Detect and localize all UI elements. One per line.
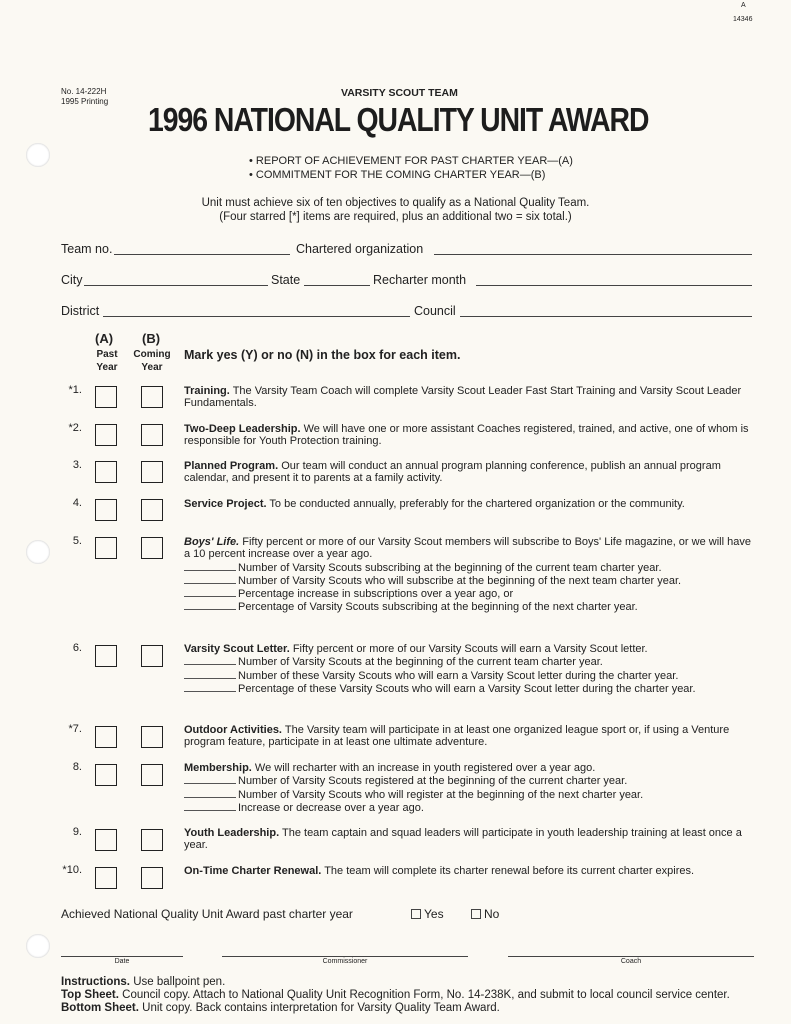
sub-line-text: Number of Varsity Scouts subscribing at the beginning of the current team charter year. xyxy=(238,561,662,574)
item-number: *2. xyxy=(68,422,82,434)
sub-line xyxy=(184,682,754,695)
past-year-box[interactable] xyxy=(95,829,117,851)
item-body: Our team will conduct an annual program planning conference, publish an annual program calendar, and present it to parents at a family activity. xyxy=(184,460,721,485)
item-title: Outdoor Activities. xyxy=(184,724,282,736)
entry-blank[interactable] xyxy=(184,561,236,571)
coming-year-box[interactable] xyxy=(141,461,163,483)
city-field[interactable] xyxy=(84,285,268,286)
sub-line xyxy=(184,788,754,801)
item-body: To be conducted annually, preferably for the chartered organization or the community. xyxy=(266,498,685,510)
sub-line xyxy=(184,587,754,600)
recharter-month-field[interactable] xyxy=(476,285,752,286)
item-number: 8. xyxy=(72,761,82,773)
item-text xyxy=(184,827,754,852)
top-sheet-text: Council copy. Attach to National Quality Unit Recognition Form, No. 14-238K, and submit to local council service center. xyxy=(118,989,730,1001)
sub-line xyxy=(184,655,754,668)
entry-blank[interactable] xyxy=(184,801,236,811)
item-text xyxy=(184,724,754,749)
entry-blank[interactable] xyxy=(184,600,236,610)
state-field[interactable] xyxy=(304,285,370,286)
item-number: 4. xyxy=(72,497,82,509)
item-text xyxy=(184,423,754,448)
item-title: Planned Program. xyxy=(184,460,279,472)
sub-line xyxy=(184,600,754,613)
instructions-text: Use ballpoint pen. xyxy=(130,976,226,988)
sub-line xyxy=(184,574,754,587)
sub-line-text: Number of Varsity Scouts who will subscribe at the beginning of the next team charter year. xyxy=(238,574,682,587)
item-title: Youth Leadership. xyxy=(184,827,280,839)
item-title: Varsity Scout Letter. xyxy=(184,643,290,655)
entry-blank[interactable] xyxy=(184,669,236,679)
team-no-label: Team no. xyxy=(61,242,113,256)
sub-line xyxy=(184,561,754,574)
no-checkbox[interactable] xyxy=(471,909,481,919)
binder-hole-bottom xyxy=(26,934,50,958)
top-sheet-title: Top Sheet. xyxy=(61,989,119,1001)
chartered-org-field[interactable] xyxy=(434,254,752,255)
council-field[interactable] xyxy=(460,316,752,317)
form-subtitle: VARSITY SCOUT TEAM xyxy=(341,87,458,99)
district-field[interactable] xyxy=(103,316,410,317)
entry-blank[interactable] xyxy=(184,587,236,597)
item-text xyxy=(184,385,754,410)
item-number: *1. xyxy=(68,384,82,396)
binder-hole-top xyxy=(26,143,50,167)
form-number: No. 14-222H xyxy=(61,87,107,96)
coming-year-box[interactable] xyxy=(141,645,163,667)
past-year-box[interactable] xyxy=(95,726,117,748)
entry-blank[interactable] xyxy=(184,655,236,665)
state-label: State xyxy=(271,273,301,287)
header-bullet-b: • COMMITMENT FOR THE COMING CHARTER YEAR—(B) xyxy=(249,169,546,181)
corner-mark: A xyxy=(741,2,746,9)
bottom-sheet-line xyxy=(61,1002,761,1015)
yes-checkbox[interactable] xyxy=(411,909,421,919)
corner-code: 14346 xyxy=(733,16,753,23)
coming-year-box[interactable] xyxy=(141,499,163,521)
council-label: Council xyxy=(414,304,456,318)
item-title: Membership. xyxy=(184,762,252,774)
item-body: The team captain and squad leaders will participate in youth leadership training at least once a year. xyxy=(184,827,742,852)
coming-year-box[interactable] xyxy=(141,867,163,889)
city-label: City xyxy=(61,273,83,287)
form-title: 1996 NATIONAL QUALITY UNIT AWARD xyxy=(148,101,649,138)
column-b-sub2: Year xyxy=(141,362,163,373)
district-label: District xyxy=(61,304,100,318)
past-year-box[interactable] xyxy=(95,499,117,521)
bottom-sheet-title: Bottom Sheet. xyxy=(61,1002,139,1014)
item-text xyxy=(184,498,754,510)
mark-instruction: Mark yes (Y) or no (N) in the box for each item. xyxy=(184,348,461,362)
item-body: We will recharter with an increase in youth registered over a year ago. xyxy=(251,762,596,774)
item-body: Fifty percent or more of our Varsity Scout members will subscribe to Boys' Life magazine, or we will have a 10 percent increase over a year ago. xyxy=(184,536,751,561)
sub-line-text: Number of Varsity Scouts who will register at the beginning of the next charter year. xyxy=(238,788,644,801)
entry-blank[interactable] xyxy=(184,682,236,692)
instructions-title: Instructions. xyxy=(61,976,131,988)
item-title: Boys' Life. xyxy=(184,536,240,548)
item-body: We will have one or more assistant Coaches registered, trained, and active, one of whom is responsible for Youth Protection training. xyxy=(184,423,749,448)
sub-line-text: Percentage of Varsity Scouts subscribing at the beginning of the next charter year. xyxy=(238,601,638,614)
past-year-box[interactable] xyxy=(95,645,117,667)
coming-year-box[interactable] xyxy=(141,537,163,559)
binder-hole-middle xyxy=(26,540,50,564)
date-signature-line[interactable] xyxy=(61,956,183,957)
item-number: *7. xyxy=(68,723,82,735)
item-title: Service Project. xyxy=(184,498,267,510)
chartered-org-label: Chartered organization xyxy=(296,242,424,256)
column-a-sub2: Year xyxy=(96,362,118,373)
item-number: 3. xyxy=(72,459,82,471)
column-b-label: (B) xyxy=(142,331,161,346)
commissioner-signature-line[interactable] xyxy=(222,956,468,957)
instructions-line xyxy=(61,976,761,989)
past-year-box[interactable] xyxy=(95,461,117,483)
header-bullet-a: • REPORT OF ACHIEVEMENT FOR PAST CHARTER YEAR—(A) xyxy=(249,155,573,167)
yes-label: Yes xyxy=(424,907,444,921)
sub-line-text: Percentage increase in subscriptions over a year ago, or xyxy=(238,588,514,601)
sub-line-text: Number of these Varsity Scouts who will earn a Varsity Scout letter during the charter year. xyxy=(238,669,679,682)
coach-signature-line[interactable] xyxy=(508,956,754,957)
sub-line-text: Number of Varsity Scouts at the beginning of the current team charter year. xyxy=(238,656,603,669)
form-printing: 1995 Printing xyxy=(61,97,109,106)
past-year-box[interactable] xyxy=(95,537,117,559)
achieved-label: Achieved National Quality Unit Award past charter year xyxy=(61,907,353,921)
item-title: On-Time Charter Renewal. xyxy=(184,865,322,877)
coach-label: Coach xyxy=(620,958,642,965)
past-year-box[interactable] xyxy=(95,424,117,446)
coming-year-box[interactable] xyxy=(141,764,163,786)
instructions-footer xyxy=(61,976,761,1015)
achieved-no-option[interactable] xyxy=(471,907,499,921)
item-body: Fifty percent or more of our Varsity Scouts will earn a Varsity Scout letter. xyxy=(289,643,648,655)
past-year-box[interactable] xyxy=(95,867,117,889)
sub-line xyxy=(184,801,754,814)
column-a-sub1: Past xyxy=(96,349,118,360)
item-text xyxy=(184,643,754,695)
intro-line-1: Unit must achieve six of ten objectives to qualify as a National Quality Team. xyxy=(201,197,590,209)
item-body: The Varsity team will participate in at least one organized league sport or, if using a Venture program feature, participate in at least one ultimate adventure. xyxy=(184,724,730,749)
entry-blank[interactable] xyxy=(184,774,236,784)
column-a-label: (A) xyxy=(95,331,114,346)
date-label: Date xyxy=(114,958,130,965)
sub-line-text: Percentage of these Varsity Scouts who will earn a Varsity Scout letter during the charter year. xyxy=(238,682,696,695)
entry-blank[interactable] xyxy=(184,574,236,584)
column-b-sub1: Coming xyxy=(133,349,171,360)
item-text xyxy=(184,536,754,614)
item-text xyxy=(184,460,754,485)
item-title: Two-Deep Leadership. xyxy=(184,423,301,435)
item-text xyxy=(184,865,754,877)
item-text xyxy=(184,762,754,814)
coming-year-box[interactable] xyxy=(141,424,163,446)
past-year-box[interactable] xyxy=(95,386,117,408)
item-number: 5. xyxy=(72,535,82,547)
sub-line xyxy=(184,669,754,682)
item-title: Training. xyxy=(184,385,230,397)
item-body: The Varsity Team Coach will complete Varsity Scout Leader Fast Start Training and Varsity Scout Leader Fundamentals. xyxy=(184,385,742,410)
coming-year-box[interactable] xyxy=(141,386,163,408)
recharter-month-label: Recharter month xyxy=(373,273,467,287)
coming-year-box[interactable] xyxy=(141,829,163,851)
sub-line-text: Number of Varsity Scouts registered at the beginning of the current charter year. xyxy=(238,775,628,788)
top-sheet-line xyxy=(61,989,761,1002)
no-label: No xyxy=(484,907,500,921)
item-body: The team will complete its charter renewal before its current charter expires. xyxy=(321,865,695,877)
entry-blank[interactable] xyxy=(184,788,236,798)
team-no-field[interactable] xyxy=(114,254,290,255)
commissioner-label: Commissioner xyxy=(322,958,368,965)
bottom-sheet-text: Unit copy. Back contains interpretation for Varsity Quality Team Award. xyxy=(138,1002,500,1014)
item-number: 9. xyxy=(72,826,82,838)
coming-year-box[interactable] xyxy=(141,726,163,748)
past-year-box[interactable] xyxy=(95,764,117,786)
item-number: 6. xyxy=(72,642,82,654)
sub-line-text: Increase or decrease over a year ago. xyxy=(238,801,424,814)
achieved-yes-option[interactable] xyxy=(411,907,444,921)
sub-line xyxy=(184,774,754,787)
intro-line-2: (Four starred [*] items are required, plus an additional two = six total.) xyxy=(219,211,572,223)
item-number: *10. xyxy=(62,864,82,876)
